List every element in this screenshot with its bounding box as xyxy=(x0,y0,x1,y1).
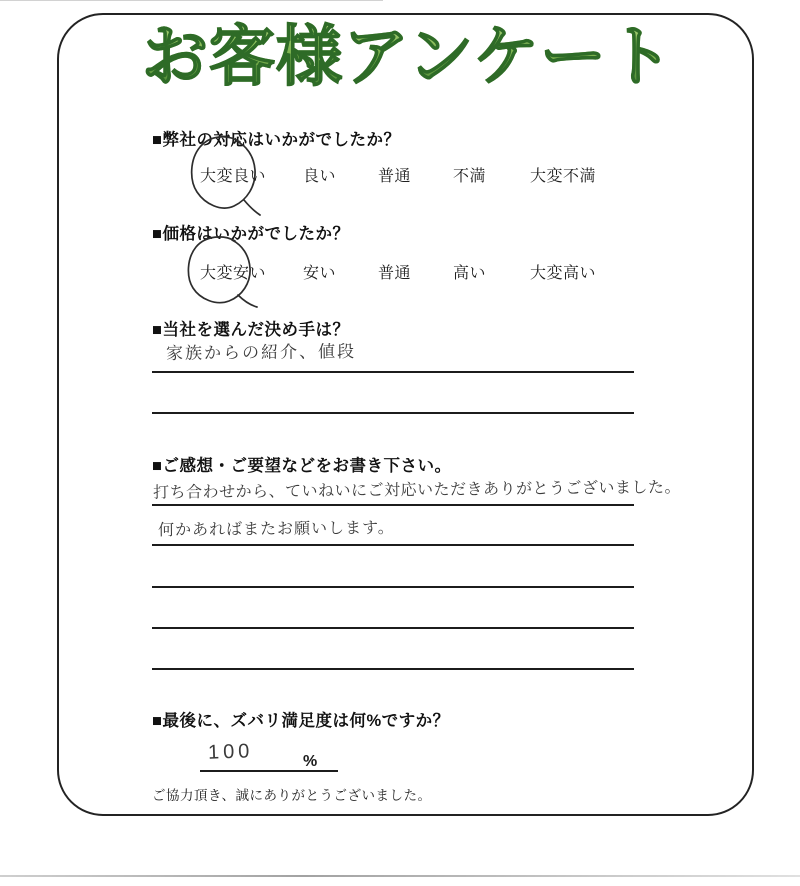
percent-unit-label: % xyxy=(303,753,318,770)
answer-line xyxy=(152,586,634,588)
answer-line xyxy=(152,668,634,670)
closing-thanks-text: ご協力頂き、誠にありがとうございました。 xyxy=(152,788,432,803)
answer-line xyxy=(152,371,634,373)
q3-label: ■当社を選んだ決め手は？ xyxy=(152,321,350,339)
q2-option: 大変安い xyxy=(200,265,267,282)
q1-option: 大変良い xyxy=(200,168,267,185)
q5-handwritten-value: 100 xyxy=(207,740,254,764)
scan-artifact-bottom-line xyxy=(0,875,800,877)
q2-option: 大変高い xyxy=(530,265,597,282)
q1-label: ■弊社の対応はいかがでしたか？ xyxy=(152,131,401,149)
answer-line xyxy=(152,504,634,506)
q4-label: ■ご感想・ご要望などをお書き下さい。 xyxy=(152,457,452,475)
answer-line xyxy=(152,627,634,629)
q2-option: 安い xyxy=(303,265,337,282)
q2-label: ■価格はいかがでしたか？ xyxy=(152,225,350,243)
q3-handwritten-answer: 家族からの紹介、値段 xyxy=(165,342,357,363)
q1-option: 良い xyxy=(303,168,337,185)
q1-option: 大変不満 xyxy=(530,168,597,185)
scan-artifact-top-line xyxy=(0,0,383,1)
answer-line xyxy=(152,412,634,414)
q2-option: 高い xyxy=(453,265,487,282)
q1-option: 不満 xyxy=(453,168,487,185)
q4-handwritten-line-1: 打ち合わせから、ていねいにご対応いただきありがとうございました。 xyxy=(152,479,682,502)
form-title: お客様アンケート xyxy=(0,20,800,93)
answer-line xyxy=(152,544,634,546)
q1-option: 普通 xyxy=(378,168,412,185)
q2-option: 普通 xyxy=(378,265,412,282)
q4-handwritten-line-2: 何かあればまたお願いします。 xyxy=(157,519,395,540)
q5-label: ■最後に、ズバリ満足度は何%ですか？ xyxy=(152,712,450,730)
percent-answer-line xyxy=(200,770,338,772)
